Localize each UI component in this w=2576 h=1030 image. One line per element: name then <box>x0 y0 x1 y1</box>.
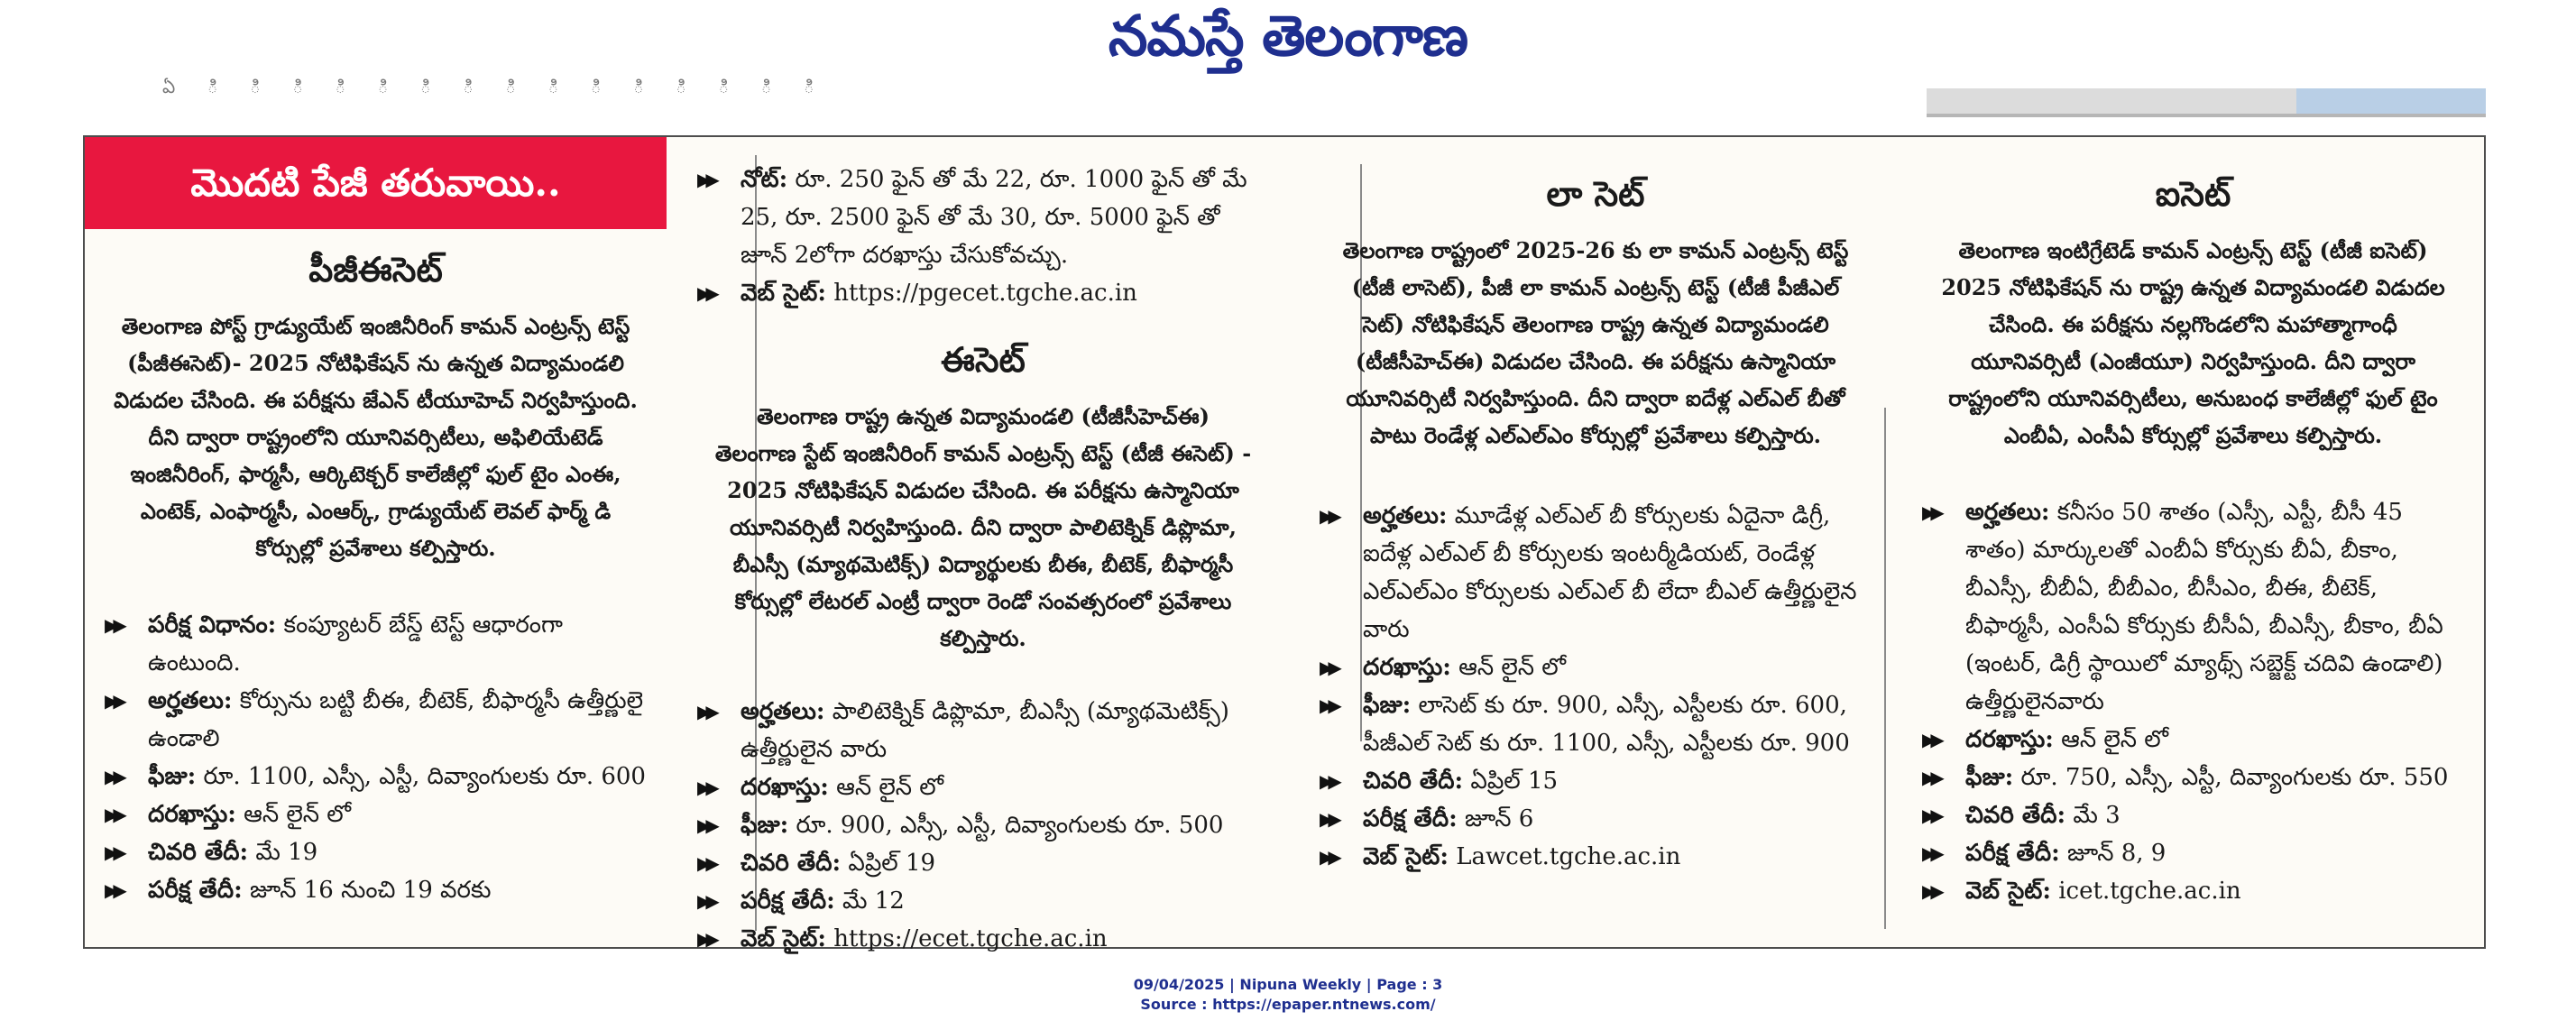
column-lawcet <box>1289 137 1893 949</box>
fact-text: https://ecet.tgche.ac.in <box>825 925 1108 952</box>
section-title-icet: ఐసెట్ <box>2155 173 2231 214</box>
fact-item <box>694 274 1273 312</box>
double-arrow-icon: ▶▶ <box>697 890 714 912</box>
double-arrow-icon: ▶▶ <box>105 879 122 901</box>
fact-label: చివరి తేదీ: <box>148 839 249 866</box>
fact-list-pgecet <box>85 606 667 909</box>
side-photo-fragment <box>1927 88 2486 117</box>
fact-text: మే 19 <box>248 839 318 866</box>
article-frame <box>83 135 2486 952</box>
fact-item <box>101 758 649 795</box>
fact-item <box>1316 800 1875 838</box>
fact-label: నోట్: <box>741 166 788 193</box>
fact-text: మూడేళ్ల ఎల్ఎల్ బీ కోర్సులకు ఏదైనా డిగ్రీ, ఐదేళ్ల ఎల్ఎల్ బీ కోర్సులకు ఇంటర్మీడియట్, రెండేళ్ల ఎల్ఎల్ఎం కోర్సులకు ఎల్ఎల్ బీ లేదా బీఎల్ ఉత్తీర్ణులైన వారు <box>1363 502 1857 643</box>
fact-item <box>1918 721 2468 759</box>
fact-item <box>694 161 1273 274</box>
double-arrow-icon: ▶▶ <box>1922 767 1939 788</box>
fact-label: ఫీజు: <box>1363 692 1412 719</box>
fact-label: పరీక్ష విధానం: <box>148 612 277 639</box>
double-arrow-icon: ▶▶ <box>1320 657 1337 678</box>
fact-item <box>1316 648 1875 686</box>
double-arrow-icon: ▶▶ <box>1320 694 1337 716</box>
fact-list-lawcet <box>1316 497 1875 876</box>
double-arrow-icon: ▶▶ <box>105 766 122 787</box>
fact-item <box>694 882 1273 920</box>
fact-item <box>1316 686 1875 762</box>
double-arrow-icon: ▶▶ <box>1922 501 1939 523</box>
column-pgecet <box>85 137 667 949</box>
fact-item <box>1316 762 1875 800</box>
fact-text: కనీసం 50 శాతం (ఎస్సీ, ఎస్టీ, బీసీ 45 శాతం) మార్కులతో ఎంబీఏ కోర్సుకు బీఏ, బీకాం, బీఎస్సీ, బీబీఏ, బీబీఎం, బీసీఎం, బీఈ, బీటెక్, బీఫార్మసీ, ఎంసీఏ కోర్సుకు బీసీఏ, బీఎస్సీ, బీకాం, బీఏ (ఇంటర్, డిగ్రీ స్థాయిలో మ్యాథ్స్ సబ్జెక్ట్ చదివి ఉండాలి) ఉత్తీర్ణులైనవారు <box>1965 499 2443 715</box>
footer-source-link[interactable]: Source : https://epaper.ntnews.com/ <box>1140 996 1436 1013</box>
double-arrow-icon: ▶▶ <box>1320 808 1337 830</box>
fact-text: Lawcet.tgche.ac.in <box>1448 843 1681 870</box>
fact-item <box>694 920 1273 958</box>
fact-list-ecet <box>694 693 1273 958</box>
masthead-logo: నమస్తే తెలంగాణ <box>1108 3 1468 69</box>
fact-text: మే 3 <box>2065 802 2121 829</box>
fact-label: ఫీజు: <box>741 812 789 839</box>
fact-text: లాసెట్ కు రూ. 900, ఎస్సీ, ఎస్టీలకు రూ. 600, పీజీఎల్ సెట్ కు రూ. 1100, ఎస్సీ, ఎస్టీలకు రూ. 900 <box>1363 692 1850 757</box>
fact-text: రూ. 900, ఎస్సీ, ఎస్టీ, దివ్యాంగులకు రూ. 500 <box>788 812 1224 839</box>
fact-label: అర్హతలు: <box>1363 502 1448 529</box>
fact-text: ఆన్ లైన్ లో <box>828 774 944 801</box>
fact-label: వెబ్ సైట్: <box>1965 878 2051 905</box>
double-arrow-icon: ▶▶ <box>697 814 714 836</box>
fact-label: చివరి తేదీ: <box>1363 768 1464 795</box>
double-arrow-icon: ▶▶ <box>1922 805 1939 826</box>
double-arrow-icon: ▶▶ <box>1320 505 1337 527</box>
fact-item <box>1316 838 1875 876</box>
double-arrow-icon: ▶▶ <box>697 777 714 798</box>
fact-label: అర్హతలు: <box>148 687 233 714</box>
fact-item <box>1918 872 2468 910</box>
section-title-lawcet: లా సెట్ <box>1546 173 1645 214</box>
double-arrow-icon: ▶▶ <box>697 852 714 874</box>
fact-list-pgecet-continued <box>694 161 1273 312</box>
fact-item <box>694 693 1273 768</box>
fact-text: జూన్ 16 నుంచి 19 వరకు <box>242 877 492 904</box>
section-intro-icet: తెలంగాణ ఇంటిగ్రేటెడ్ కామన్ ఎంట్రన్స్ టెస్ట్ (టీజీ ఐసెట్) 2025 నోటిఫికేషన్ ను రాష్ట్ర ఉన్నత విద్యామండలి విడుదల చేసింది. ఈ పరీక్షను నల్లగొండలోని మహాత్మాగాంధీ యూనివర్సిటీ (ఎంజీయూ) నిర్వహిస్తుంది. దీని ద్వారా రాష్ట్రంలోని యూనివర్సిటీలు, అనుబంధ కాలేజీల్లో ఫుల్ టైం ఎంబీఏ, ఎంసీఏ కోర్సుల్లో ప్రవేశాలు కల్పిస్తారు. <box>1941 237 2445 448</box>
fact-text: రూ. 250 ఫైన్ తో మే 22, రూ. 1000 ఫైన్ తో మే 25, రూ. 2500 ఫైన్ తో మే 30, రూ. 5000 ఫైన్ తో జూన్ 2లోగా దరఖాస్తు చేసుకోవచ్చు. <box>741 166 1247 269</box>
fact-label: చివరి తేదీ: <box>1965 802 2066 829</box>
fact-label: అర్హతలు: <box>1965 499 2050 526</box>
fact-item <box>694 844 1273 882</box>
column-icet <box>1893 137 2484 949</box>
fact-item <box>101 833 649 871</box>
fact-label: ఫీజు: <box>1965 764 2014 791</box>
fact-label: వెబ్ సైట్: <box>741 280 826 307</box>
double-arrow-icon: ▶▶ <box>697 282 714 304</box>
double-arrow-icon: ▶▶ <box>1922 842 1939 864</box>
fact-text: రూ. 750, ఎస్సీ, ఎస్టీ, దివ్యాంగులకు రూ. 550 <box>2013 764 2449 791</box>
fact-item <box>101 871 649 909</box>
fact-item <box>1918 834 2468 872</box>
footer-page-info: 09/04/2025 | Nipuna Weekly | Page : 3 <box>1133 976 1443 993</box>
section-title-ecet: ఈసెట్ <box>941 339 1026 380</box>
double-arrow-icon: ▶▶ <box>1320 770 1337 792</box>
fact-text: ఆన్ లైన్ లో <box>235 801 352 828</box>
double-arrow-icon: ▶▶ <box>105 841 122 863</box>
fact-label: వెబ్ సైట్: <box>1363 843 1449 870</box>
column-ecet <box>667 137 1289 952</box>
double-arrow-icon: ▶▶ <box>697 169 714 190</box>
fact-item <box>1918 759 2468 796</box>
fact-text: మే 12 <box>834 887 905 915</box>
fact-text: ఆన్ లైన్ లో <box>2053 726 2169 753</box>
fact-item <box>101 795 649 833</box>
fact-label: అర్హతలు: <box>741 698 825 725</box>
double-arrow-icon: ▶▶ <box>105 804 122 825</box>
double-arrow-icon: ▶▶ <box>1922 880 1939 902</box>
section-title-pgecet: పీజీఈసెట్ <box>308 249 443 290</box>
double-arrow-icon: ▶▶ <box>697 928 714 950</box>
fact-text: జూన్ 8, 9 <box>2059 840 2167 867</box>
double-arrow-icon: ▶▶ <box>697 701 714 722</box>
fact-text: ఏప్రిల్ 19 <box>841 850 936 877</box>
fact-text: icet.tgche.ac.in <box>2050 878 2241 905</box>
fact-text: ఆన్ లైన్ లో <box>1450 654 1567 681</box>
section-intro-lawcet: తెలంగాణ రాష్ట్రంలో 2025-26 కు లా కామన్ ఎంట్రన్స్ టెస్ట్ (టీజీ లాసెట్), పీజీ లా కామన్ ఎంట్రన్స్ టెస్ట్ (టీజీ పీజీఎల్ సెట్) నోటిఫికేషన్ తెలంగాణ రాష్ట్ర ఉన్నత విద్యామండలి (టీజీసీహెచ్ఈ) విడుదల చేసింది. ఈ పరీక్షను ఉస్మానియా యూనివర్సిటీ నిర్వహిస్తుంది. దీని ద్వారా ఐదేళ్ల ఎల్ఎల్ బీతో పాటు రెండేళ్ల ఎల్ఎల్ఎం కోర్సుల్లో ప్రవేశాలు కల్పిస్తారు. <box>1342 237 1849 448</box>
fact-label: దరఖాస్తు: <box>148 801 236 828</box>
fact-label: చివరి తేదీ: <box>741 850 842 877</box>
fact-label: వెబ్ సైట్: <box>741 925 826 952</box>
fact-text: కోర్సును బట్టి బీఈ, బీటెక్, బీఫార్మసీ ఉత్తీర్ణులై ఉండాలి <box>148 687 644 752</box>
double-arrow-icon: ▶▶ <box>105 690 122 712</box>
cut-off-text-strip: ఏ ి ి ి ి ి ి ి ి ి ి ి ి ి ి ి <box>162 76 842 97</box>
fact-text: రూ. 1100, ఎస్సీ, ఎస్టీ, దివ్యాంగులకు రూ. 600 <box>196 763 646 790</box>
fact-item <box>101 606 649 682</box>
fact-item <box>694 768 1273 806</box>
fact-item <box>1316 497 1875 648</box>
fact-item <box>694 806 1273 844</box>
fact-label: పరీక్ష తేదీ: <box>741 887 835 915</box>
double-arrow-icon: ▶▶ <box>1922 729 1939 750</box>
fact-label: పరీక్ష తేదీ: <box>1965 840 2060 867</box>
fact-item <box>1918 493 2468 721</box>
fact-label: దరఖాస్తు: <box>741 774 829 801</box>
fact-label: పరీక్ష తేదీ: <box>148 877 243 904</box>
fact-label: దరఖాస్తు: <box>1965 726 2054 753</box>
fact-label: పరీక్ష తేదీ: <box>1363 805 1458 832</box>
section-intro-pgecet: తెలంగాణ పోస్ట్ గ్రాడ్యుయేట్ ఇంజినీరింగ్ కామన్ ఎంట్రన్స్ టెస్ట్ (పీజీఈసెట్)- 2025 నోటిఫికేషన్ ను ఉన్నత విద్యామండలి విడుదల చేసింది. ఈ పరీక్షను జేఎన్ టీయూహెచ్ నిర్వహిస్తుంది. దీని ద్వారా రాష్ట్రంలోని యూనివర్సిటీలు, అఫిలియేటెడ్ ఇంజినీరింగ్, ఫార్మసీ, ఆర్కిటెక్చర్ కాలేజీల్లో ఫుల్ టైం ఎంఈ, ఎంటెక్, ఎంఫార్మసీ, ఎంఆర్క్, గ్రాడ్యుయేట్ లెవల్ ఫార్మ్ డి కోర్సుల్లో ప్రవేశాలు కల్పిస్తారు. <box>114 313 638 561</box>
continued-banner: మొదటి పేజీ తరువాయి.. <box>85 137 667 229</box>
fact-text: పాలిటెక్నిక్ డిప్లొమా, బీఎస్సీ (మ్యాథమెటిక్స్) ఉత్తీర్ణులైన వారు <box>741 698 1229 763</box>
fact-text: ఏప్రిల్ 15 <box>1463 768 1559 795</box>
double-arrow-icon: ▶▶ <box>1320 846 1337 868</box>
fact-text: జూన్ 6 <box>1457 805 1534 832</box>
fact-item <box>1918 796 2468 834</box>
fact-text: https://pgecet.tgche.ac.in <box>825 280 1137 307</box>
fact-item <box>101 682 649 758</box>
fact-text: కంప్యూటర్ బేస్డ్ టెస్ట్ ఆధారంగా ఉంటుంది. <box>148 612 563 676</box>
fact-label: ఫీజు: <box>148 763 197 790</box>
fact-label: దరఖాస్తు: <box>1363 654 1451 681</box>
section-intro-ecet: తెలంగాణ రాష్ట్ర ఉన్నత విద్యామండలి (టీజీసీహెచ్ఈ) తెలంగాణ స్టేట్ ఇంజినీరింగ్ కామన్ ఎంట్రన్స్ టెస్ట్ (టీజీ ఈసెట్) - 2025 నోటిఫికేషన్ విడుదల చేసింది. ఈ పరీక్షను ఉస్మానియా యూనివర్సిటీ నిర్వహిస్తుంది. దీని ద్వారా పాలిటెక్నిక్ డిప్లొమా, బీఎస్సీ (మ్యాథమెటిక్స్) విద్యార్థులకు బీఈ, బీటెక్, బీఫార్మసీ కోర్సుల్లో లేటరల్ ఎంట్రీ ద్వారా రెండో సంవత్సరంలో ప్రవేశాలు కల్పిస్తారు. <box>714 403 1252 651</box>
double-arrow-icon: ▶▶ <box>105 614 122 636</box>
fact-list-icet <box>1918 493 2468 910</box>
